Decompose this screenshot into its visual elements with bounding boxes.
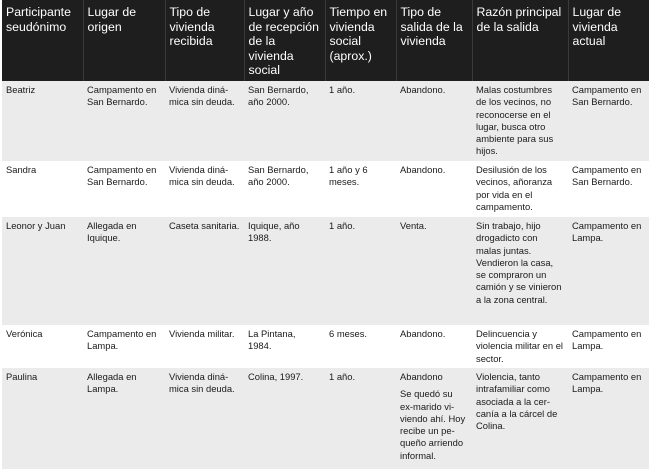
header-tipo-vivienda: Tipo de vivienda recibida xyxy=(165,0,244,81)
tipo-salida-value: Abandono xyxy=(400,371,443,382)
cell-tipo-vivienda: Vivienda diná-mica sin deuda. xyxy=(169,164,235,188)
cell-lugar-anio: San Bernardo, año 2000. xyxy=(248,84,309,108)
header-lugar-origen: Lugar de origen xyxy=(83,0,165,81)
cell-tiempo: 1 año. xyxy=(329,84,356,95)
cell-tipo-vivienda: Vivienda diná-mica sin deuda. xyxy=(169,371,235,395)
table-row xyxy=(2,217,649,325)
cell-tipo-salida xyxy=(396,325,472,368)
header-lugar-anio: Lugar y año de recepción de la vivienda social xyxy=(244,0,325,81)
cell-tiempo: 6 meses. xyxy=(329,328,368,339)
table-row xyxy=(2,325,649,368)
cell-origen: Campamento en Lampa. xyxy=(87,328,157,352)
cell-participante: Paulina xyxy=(6,371,38,382)
cell-tipo-salida xyxy=(396,368,472,469)
header-lugar-actual: Lugar de vivienda actual xyxy=(568,0,649,81)
header-razon: Razón principal de la salida xyxy=(472,0,568,81)
cell-razon: Malas costumbres de los vecinos, no reconocerse en el lugar, busca otro ambiente para sus hijos. xyxy=(476,84,554,157)
header-tipo-salida: Tipo de salida de la vivienda xyxy=(396,0,472,81)
cell-lugar-anio: Iquique, año 1988. xyxy=(248,220,300,244)
tipo-salida-value: Abandono. xyxy=(400,328,446,339)
cell-tiempo: 1 año y 6 meses. xyxy=(329,164,368,188)
cell-actual: Campamento en Lampa. xyxy=(572,371,642,395)
cell-actual: Campamento en Lampa. xyxy=(572,220,642,244)
cell-tiempo: 1 año. xyxy=(329,371,356,382)
table-row xyxy=(2,368,649,469)
cell-tipo-salida xyxy=(396,161,472,217)
cell-razon: Violencia, tanto intrafamiliar como asociada a la cer-canía a la cárcel de Colina. xyxy=(476,371,558,432)
cell-actual: Campamento en Lampa. xyxy=(572,328,642,352)
cell-participante: Verónica xyxy=(6,328,43,339)
table-header-row xyxy=(2,0,649,81)
header-participante: Participante seudónimo xyxy=(6,5,71,34)
cell-origen: Campamento en San Bernardo. xyxy=(87,84,157,108)
tipo-salida-note: Se quedó su ex-marido vi-viendo ahí. Hoy recibe un pe-queño arriendo informal. xyxy=(400,388,466,461)
cell-tipo-vivienda: Caseta sanitaria. xyxy=(169,220,240,231)
table-row xyxy=(2,161,649,217)
cell-tipo-salida xyxy=(396,81,472,161)
cell-participante: Leonor y Juan xyxy=(6,220,66,231)
cell-razon: Sin trabajo, hijo drogadicto con malas juntas. Vendieron la casa, se compraron un camión y se vinieron a la zona central. xyxy=(476,220,562,305)
cell-tiempo: 1 año. xyxy=(329,220,356,231)
table-row xyxy=(2,81,649,161)
tipo-salida-value: Abandono. xyxy=(400,84,446,95)
cell-lugar-anio: La Pintana, 1984. xyxy=(248,328,296,352)
tipo-salida-value: Venta. xyxy=(400,220,427,231)
cell-lugar-anio: Colina, 1997. xyxy=(248,371,304,382)
cell-participante: Sandra xyxy=(6,164,37,175)
cell-origen: Campamento en San Bernardo. xyxy=(87,164,157,188)
cell-tipo-vivienda: Vivienda diná-mica sin deuda. xyxy=(169,84,235,108)
cell-razon: Desilusión de los vecinos, añoranza por vida en el campamento. xyxy=(476,164,553,212)
cell-lugar-anio: San Bernardo, año 2000. xyxy=(248,164,309,188)
cell-tipo-salida xyxy=(396,217,472,325)
housing-exit-table xyxy=(2,0,649,469)
cell-participante: Beatriz xyxy=(6,84,36,95)
cell-actual: Campamento en San Bernardo. xyxy=(572,164,642,188)
cell-origen: Allegada en Lampa. xyxy=(87,371,137,395)
cell-actual: Campamento en San Bernardo. xyxy=(572,84,642,108)
tipo-salida-value: Abandono. xyxy=(400,164,446,175)
cell-tipo-vivienda: Vivienda militar. xyxy=(169,328,235,339)
cell-razon: Delincuencia y violencia militar en el sector. xyxy=(476,328,564,364)
header-tiempo: Tiempo en vivienda social (aprox.) xyxy=(325,0,396,81)
cell-origen: Allegada en Iquique. xyxy=(87,220,137,244)
